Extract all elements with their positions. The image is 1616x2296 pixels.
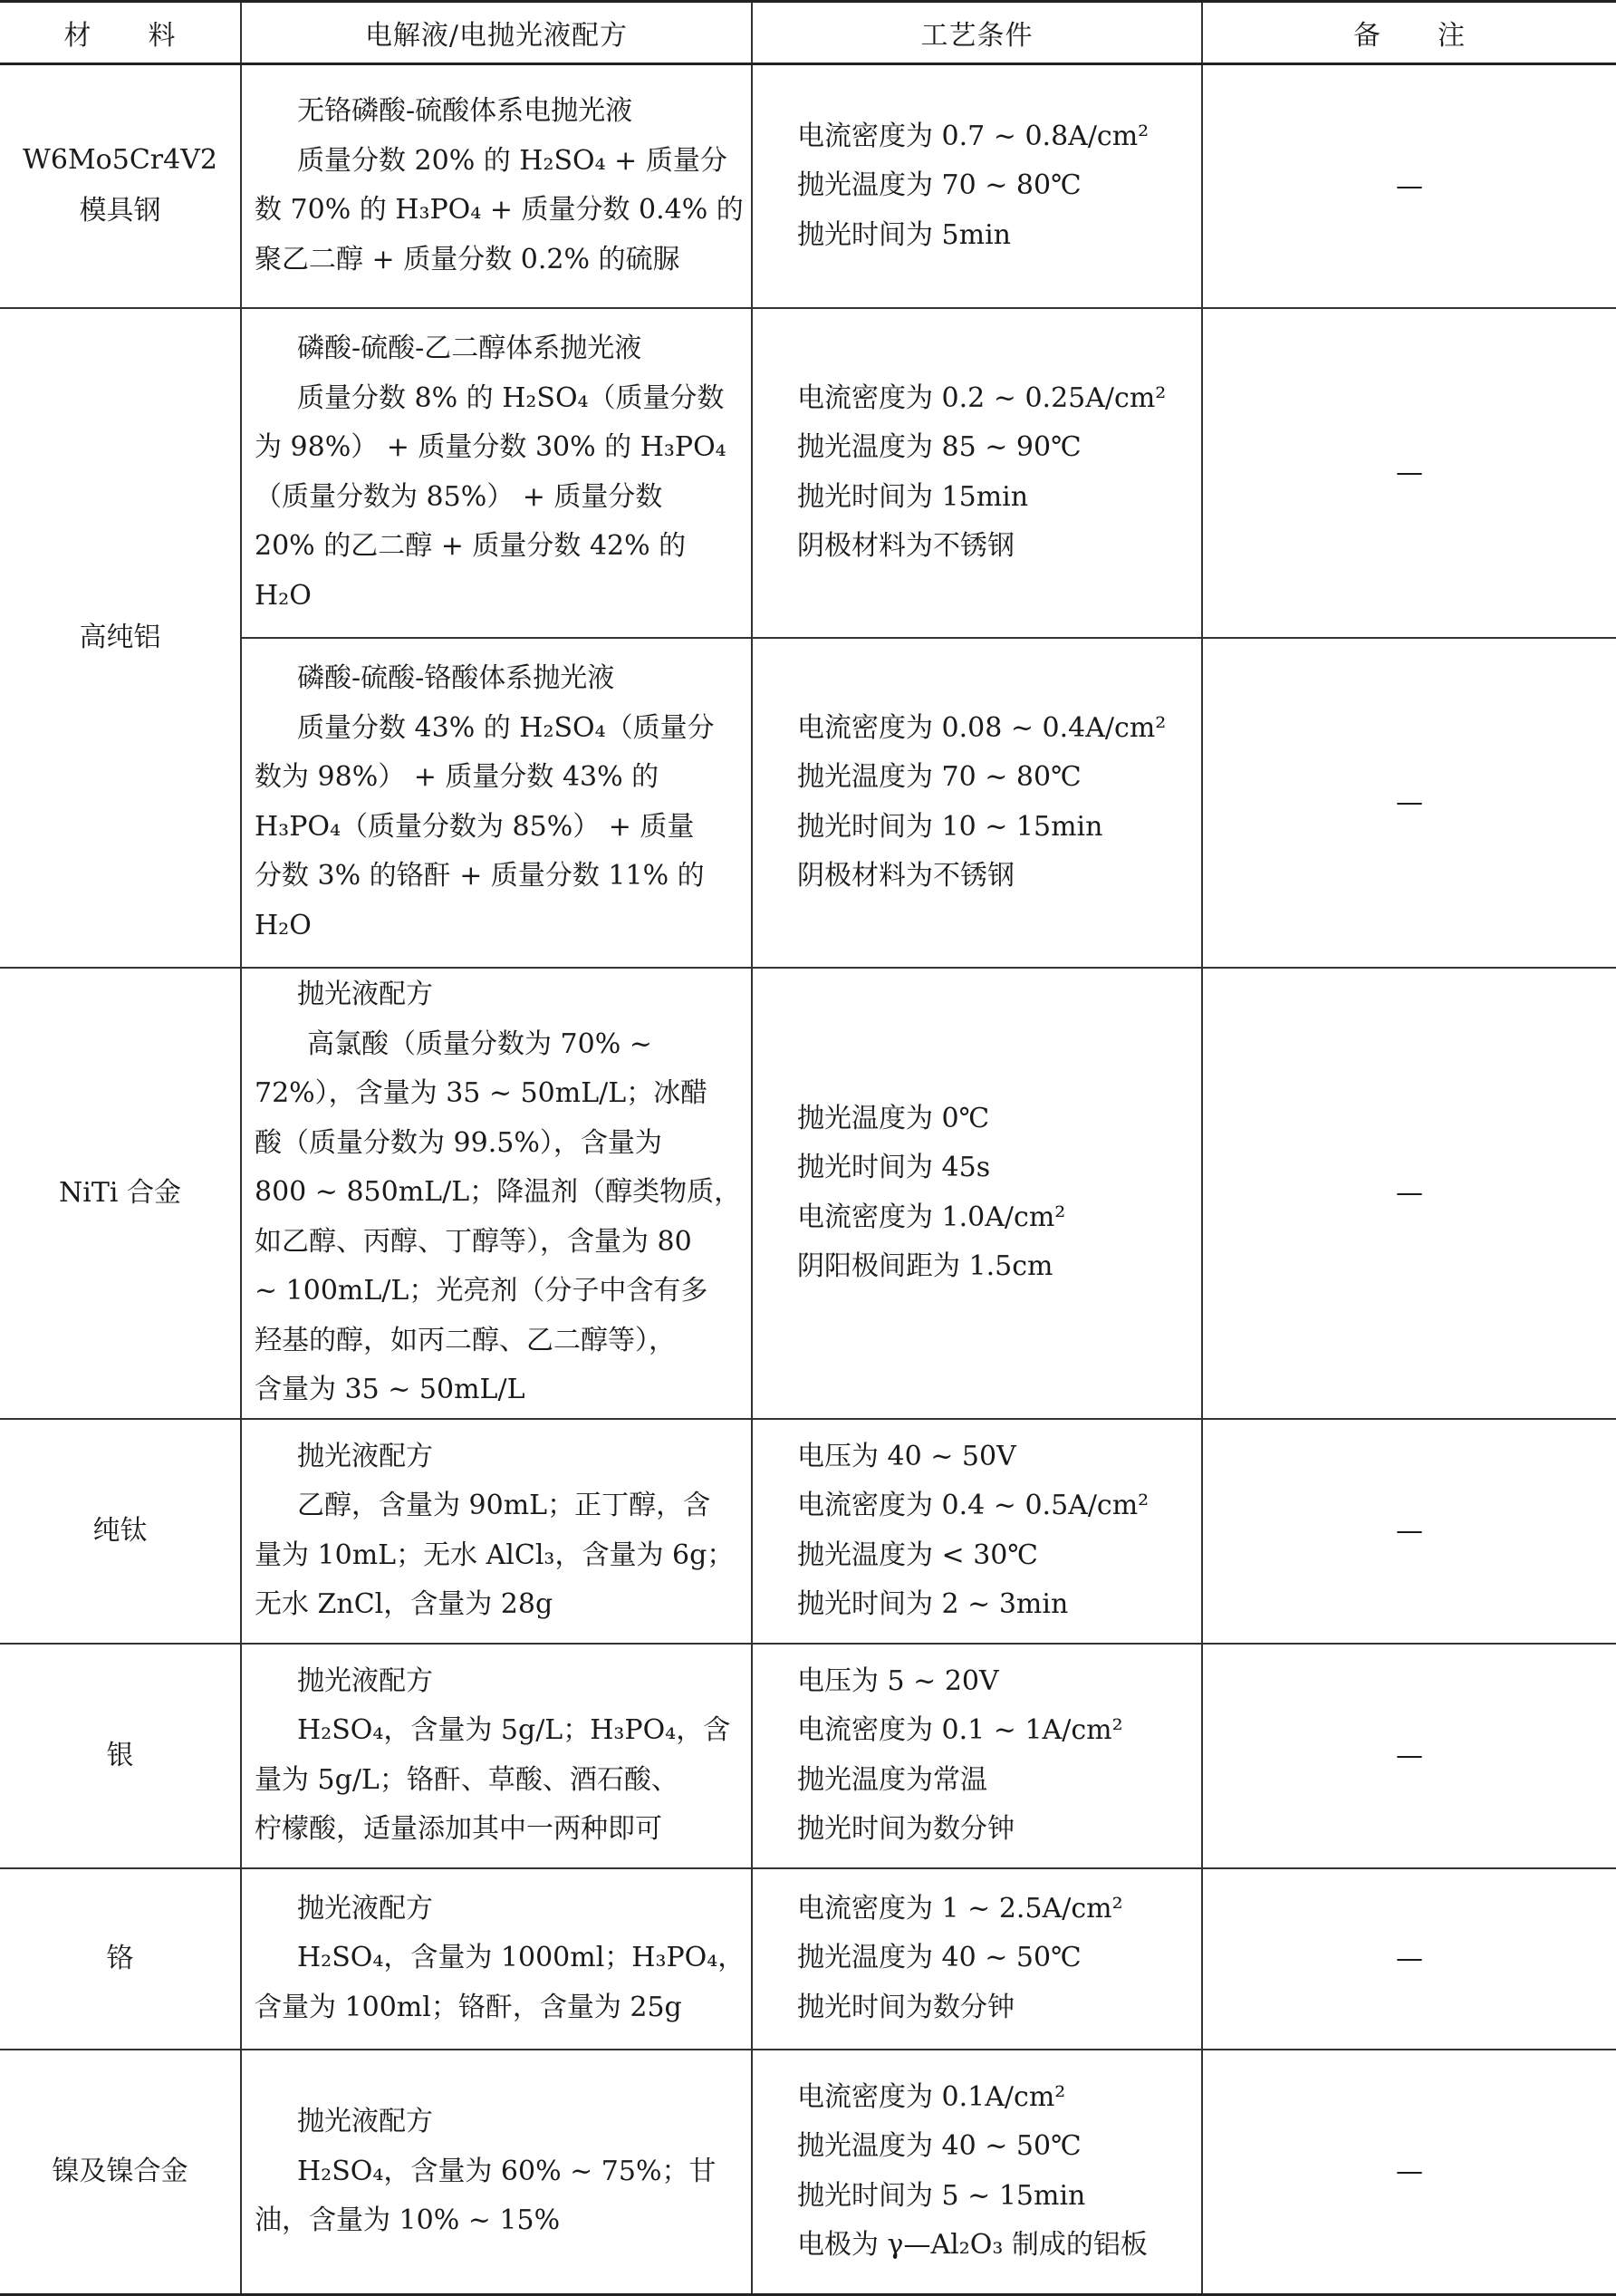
conditions-cell (752, 1644, 1202, 1868)
condition-line: 电流密度为 0.7 ~ 0.8A/cm² (797, 120, 1149, 152)
condition-line: 抛光温度为 40 ~ 50℃ (797, 2130, 1082, 2163)
header-remarks: 备 注 (1202, 2, 1616, 64)
formula-line: H₂O (255, 909, 312, 941)
formula-line: H₂O (255, 579, 312, 612)
conditions-cell (752, 638, 1202, 968)
formula-title: 无铬磷酸-硫酸体系电抛光液 (297, 95, 633, 128)
condition-line: 抛光温度为 70 ~ 80℃ (797, 761, 1082, 793)
formula-line: H₂SO₄，含量为 5g/L；H₃PO₄，含 (297, 1714, 731, 1746)
formula-line: H₂SO₄，含量为 60% ~ 75%；甘 (297, 2155, 717, 2187)
condition-line: 电压为 5 ~ 20V (797, 1664, 999, 1697)
formula-line: 数为 98%） + 质量分数 43% 的 (255, 761, 659, 793)
remarks-cell: — (1202, 1644, 1616, 1868)
material-cell (0, 308, 241, 968)
material-cell (0, 1419, 241, 1644)
condition-line: 阴极材料为不锈钢 (797, 530, 1015, 562)
material-name: 铬 (106, 1942, 134, 1974)
formula-cell (241, 1644, 752, 1868)
formula-line: （质量分数为 85%） + 质量分数 (255, 480, 663, 513)
formula-line: 聚乙二醇 + 质量分数 0.2% 的硫脲 (255, 243, 680, 275)
formula-line: 柠檬酸，适量添加其中一两种即可 (255, 1813, 662, 1845)
condition-line: 抛光温度为 40 ~ 50℃ (797, 1942, 1082, 1974)
material-name: 银 (106, 1739, 134, 1771)
formula-line: 分数 3% 的铬酐 + 质量分数 11% 的 (255, 860, 705, 892)
table-row (0, 64, 1616, 308)
material-cell (0, 2050, 241, 2295)
formula-title: 磷酸-硫酸-铬酸体系抛光液 (297, 662, 615, 694)
header-conditions: 工艺条件 (752, 2, 1202, 64)
remarks-cell: — (1202, 1419, 1616, 1644)
conditions-cell (752, 64, 1202, 308)
table-row (0, 1419, 1616, 1644)
condition-line: 抛光温度为 0℃ (797, 1102, 990, 1134)
header-material: 材 料 (0, 2, 241, 64)
formula-cell (241, 638, 752, 968)
formula-line: 无水 ZnCl，含量为 28g (255, 1588, 553, 1620)
condition-line: 抛光时间为数分钟 (797, 1813, 1015, 1845)
conditions-cell (752, 1419, 1202, 1644)
material-name: 镍及镍合金 (52, 2155, 188, 2187)
table-row (0, 1868, 1616, 2050)
formula-line: 20% 的乙二醇 + 质量分数 42% 的 (255, 530, 687, 562)
remarks-cell: — (1202, 64, 1616, 308)
formula-line: 如乙醇、丙醇、丁醇等），含量为 80 (255, 1225, 692, 1258)
material-cell (0, 64, 241, 308)
material-name: 模具钢 (79, 195, 161, 227)
material-cell (0, 968, 241, 1419)
formula-line: 乙醇，含量为 90mL；正丁醇，含 (297, 1490, 711, 1521)
formula-line: 酸（质量分数为 99.5%），含量为 (255, 1126, 662, 1159)
remarks-cell: — (1202, 638, 1616, 968)
conditions-cell (752, 308, 1202, 638)
formula-line: 量为 10mL；无水 AlCl₃，含量为 6g； (255, 1539, 735, 1571)
remarks-cell: — (1202, 968, 1616, 1419)
formula-line: 72%），含量为 35 ~ 50mL/L；冰醋 (255, 1077, 708, 1110)
condition-line: 抛光温度为 85 ~ 90℃ (797, 431, 1082, 463)
formula-line: 羟基的醇，如丙二醇、乙二醇等）， (255, 1324, 676, 1356)
condition-line: 抛光时间为 5min (797, 218, 1011, 251)
material-name: NiTi 合金 (59, 1176, 181, 1209)
condition-line: 抛光时间为数分钟 (797, 1991, 1015, 2023)
header-formula: 电解液/电抛光液配方 (241, 2, 752, 64)
formula-line: 为 98%） + 质量分数 30% 的 H₃PO₄ (255, 431, 726, 463)
condition-line: 抛光温度为 70 ~ 80℃ (797, 169, 1082, 201)
remarks-cell: — (1202, 2050, 1616, 2295)
formula-line: 含量为 100ml；铬酐，含量为 25g (255, 1991, 682, 2023)
formula-line: 含量为 35 ~ 50mL/L (255, 1374, 525, 1406)
conditions-cell (752, 1868, 1202, 2050)
formula-title: 磷酸-硫酸-乙二醇体系抛光液 (297, 333, 642, 364)
conditions-cell (752, 968, 1202, 1419)
conditions-cell (752, 2050, 1202, 2295)
condition-line: 电流密度为 0.4 ~ 0.5A/cm² (797, 1490, 1149, 1521)
formula-title: 抛光液配方 (297, 2106, 433, 2137)
formula-line: 质量分数 43% 的 H₂SO₄（质量分 (297, 711, 715, 744)
formula-title: 抛光液配方 (297, 1440, 433, 1472)
formula-line: 数 70% 的 H₃PO₄ + 质量分数 0.4% 的 (255, 194, 744, 227)
formula-line: 质量分数 8% 的 H₂SO₄（质量分数 (297, 381, 725, 414)
formula-cell (241, 2050, 752, 2295)
formula-cell (241, 64, 752, 308)
formula-line: 质量分数 20% 的 H₂SO₄ + 质量分 (297, 144, 727, 177)
condition-line: 阴阳极间距为 1.5cm (797, 1250, 1053, 1282)
condition-line: 电流密度为 1.0A/cm² (797, 1201, 1066, 1233)
condition-line: 抛光温度为常温 (797, 1763, 987, 1796)
condition-line: 电流密度为 0.1A/cm² (797, 2080, 1066, 2113)
condition-line: 电流密度为 1 ~ 2.5A/cm² (797, 1892, 1123, 1925)
condition-line: 电流密度为 0.1 ~ 1A/cm² (797, 1714, 1123, 1746)
formula-title: 抛光液配方 (297, 979, 433, 1011)
condition-line: 抛光温度为 < 30℃ (797, 1539, 1038, 1571)
material-cell (0, 1644, 241, 1868)
formula-line: 高氯酸（质量分数为 70% ~ (307, 1027, 652, 1060)
material-name: 纯钛 (92, 1514, 148, 1547)
table-row (0, 1644, 1616, 1868)
table-row (0, 308, 1616, 638)
formula-line: 量为 5g/L；铬酐、草酸、酒石酸、 (255, 1763, 678, 1796)
condition-line: 抛光时间为 45s (797, 1152, 991, 1183)
condition-line: 抛光时间为 2 ~ 3min (797, 1588, 1069, 1620)
table-header-row (0, 2, 1616, 64)
table-row (0, 968, 1616, 1419)
condition-line: 电压为 40 ~ 50V (797, 1440, 1016, 1472)
formula-title: 抛光液配方 (297, 1664, 433, 1697)
remarks-cell: — (1202, 308, 1616, 638)
formula-cell (241, 1419, 752, 1644)
formula-line: ~ 100mL/L；光亮剂（分子中含有多 (255, 1275, 708, 1307)
table-row (0, 2050, 1616, 2295)
condition-line: 抛光时间为 10 ~ 15min (797, 810, 1103, 843)
material-name: W6Mo5Cr4V2 (23, 144, 217, 177)
material-cell (0, 1868, 241, 2050)
formula-line: H₂SO₄，含量为 1000ml；H₃PO₄， (297, 1942, 745, 1974)
condition-line: 电流密度为 0.2 ~ 0.25A/cm² (797, 381, 1167, 414)
formula-line: H₃PO₄（质量分数为 85%） + 质量 (255, 810, 695, 843)
formula-line: 油，含量为 10% ~ 15% (255, 2204, 561, 2236)
table-row (0, 638, 1616, 968)
condition-line: 电极为 γ—Al₂O₃ 制成的铝板 (797, 2229, 1148, 2262)
formula-title: 抛光液配方 (297, 1892, 433, 1925)
condition-line: 电流密度为 0.08 ~ 0.4A/cm² (797, 711, 1167, 744)
condition-line: 抛光时间为 15min (797, 480, 1029, 513)
condition-line: 阴极材料为不锈钢 (797, 860, 1015, 892)
condition-line: 抛光时间为 5 ~ 15min (797, 2179, 1086, 2212)
material-name: 高纯铝 (79, 621, 161, 653)
remarks-cell: — (1202, 1868, 1616, 2050)
formula-line: 800 ~ 850mL/L；降温剂（醇类物质， (255, 1176, 742, 1209)
formula-cell (241, 308, 752, 638)
formula-cell (241, 968, 752, 1419)
formula-cell (241, 1868, 752, 2050)
